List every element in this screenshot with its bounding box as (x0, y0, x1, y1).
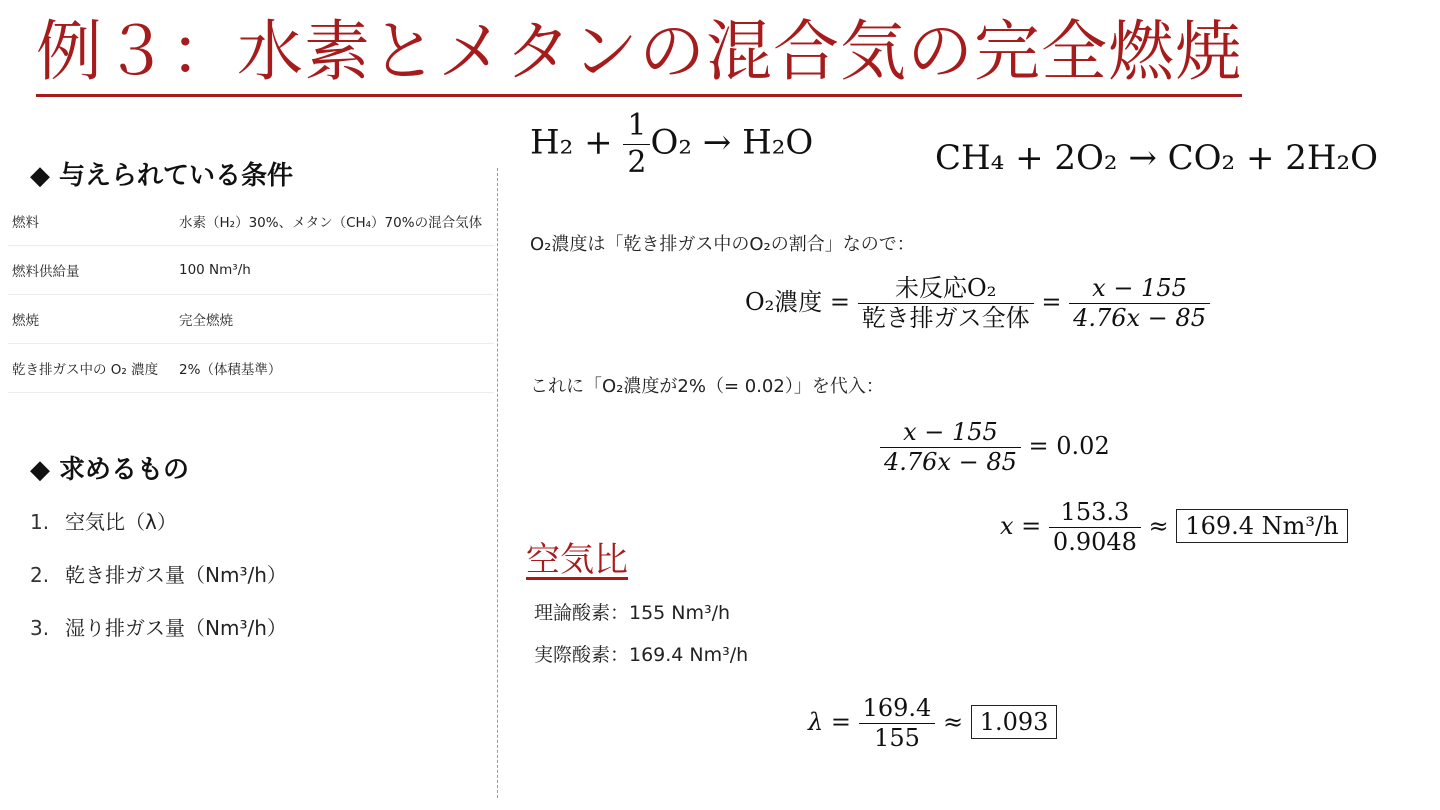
o2-fraction-words (858, 274, 1034, 333)
condition-key: 燃焼 (8, 295, 171, 344)
equals-sign: = (1041, 287, 1062, 316)
lambda-lhs: λ = (808, 707, 851, 736)
oxygen-result-box: 169.4 Nm³/h (1176, 509, 1347, 543)
solution-fraction (1049, 498, 1141, 557)
requirements-heading: ◆ 求めるもの (30, 455, 190, 485)
item-number: 3. (30, 616, 50, 640)
table-row (8, 295, 494, 344)
half-fraction (623, 108, 650, 181)
substitution-equation (880, 418, 1110, 477)
table-row (8, 246, 494, 295)
o2-fraction-x (1069, 274, 1210, 333)
fraction-denominator: 0.9048 (1052, 527, 1137, 556)
item-text: 湿り排ガス量（Nm³/h） (65, 616, 287, 640)
condition-value: 水素（H₂）30%、メタン（CH₄）70%の混合気体 (171, 197, 494, 246)
lambda-result-box: 1.093 (971, 705, 1058, 739)
fraction-numerator: 1 (623, 108, 650, 145)
substitute-text: これに「O₂濃度が2%（= 0.02）」を代入： (530, 376, 884, 397)
condition-key: 燃料供給量 (8, 246, 171, 295)
table-row (8, 197, 494, 246)
reaction-ch4: CH₄ + 2O₂ → CO₂ + 2H₂O (935, 138, 1379, 178)
list-item (30, 555, 287, 608)
condition-value: 完全燃焼 (171, 295, 494, 344)
item-text: 空気比（λ） (65, 510, 177, 534)
item-text: 乾き排ガス量（Nm³/h） (65, 563, 287, 587)
actual-oxygen-text: 実際酸素：169.4 Nm³/h (534, 644, 749, 666)
page-title: 例３：水素とメタンの混合気の完全燃焼 (36, 12, 1242, 97)
reaction-h2-lhs: H₂ + (530, 122, 624, 163)
approx-sign: ≈ (942, 707, 964, 736)
item-number: 1. (30, 510, 50, 534)
conditions-heading: ◆ 与えられている条件 (30, 161, 294, 191)
o2-intro-text: O₂濃度は「乾き排ガス中のO₂の割合」なので： (530, 234, 915, 255)
fraction-numerator: 未反応O₂ (858, 274, 1034, 304)
condition-value: 2%（体積基準） (171, 344, 494, 393)
air-ratio-heading: 空気比 (526, 540, 628, 580)
fraction-numerator: x − 155 (1069, 274, 1210, 304)
condition-key: 乾き排ガス中の O₂ 濃度 (8, 344, 171, 393)
condition-value: 100 Nm³/h (171, 246, 494, 295)
reaction-h2-rhs: O₂ → H₂O (650, 122, 814, 163)
o2-eq-lhs: O₂濃度 = (745, 287, 851, 316)
substitution-rhs: = 0.02 (1028, 431, 1110, 460)
list-item (30, 608, 287, 661)
conditions-table (8, 197, 494, 393)
solution-equation (1000, 498, 1348, 557)
fraction-denominator: 4.76x − 85 (884, 447, 1017, 476)
solution-lhs: x = (1000, 511, 1042, 540)
theoretical-oxygen-text: 理論酸素：155 Nm³/h (534, 602, 731, 624)
item-number: 2. (30, 563, 50, 587)
fraction-denominator: 155 (874, 723, 920, 752)
condition-key: 燃料 (8, 197, 171, 246)
fraction-denominator: 乾き排ガス全体 (861, 303, 1030, 332)
fraction-numerator: 169.4 (859, 694, 936, 724)
requirements-list (30, 502, 287, 661)
column-divider (497, 168, 498, 798)
substitution-fraction (880, 418, 1021, 477)
list-item (30, 502, 287, 555)
fraction-denominator: 2 (627, 145, 647, 180)
o2-concentration-equation (745, 274, 1210, 333)
table-row (8, 344, 494, 393)
approx-sign: ≈ (1148, 511, 1169, 540)
fraction-numerator: x − 155 (880, 418, 1021, 448)
reaction-h2 (530, 108, 813, 181)
lambda-fraction (859, 694, 936, 753)
fraction-denominator: 4.76x − 85 (1073, 303, 1206, 332)
air-ratio-equation (808, 694, 1057, 753)
fraction-numerator: 153.3 (1049, 498, 1141, 528)
